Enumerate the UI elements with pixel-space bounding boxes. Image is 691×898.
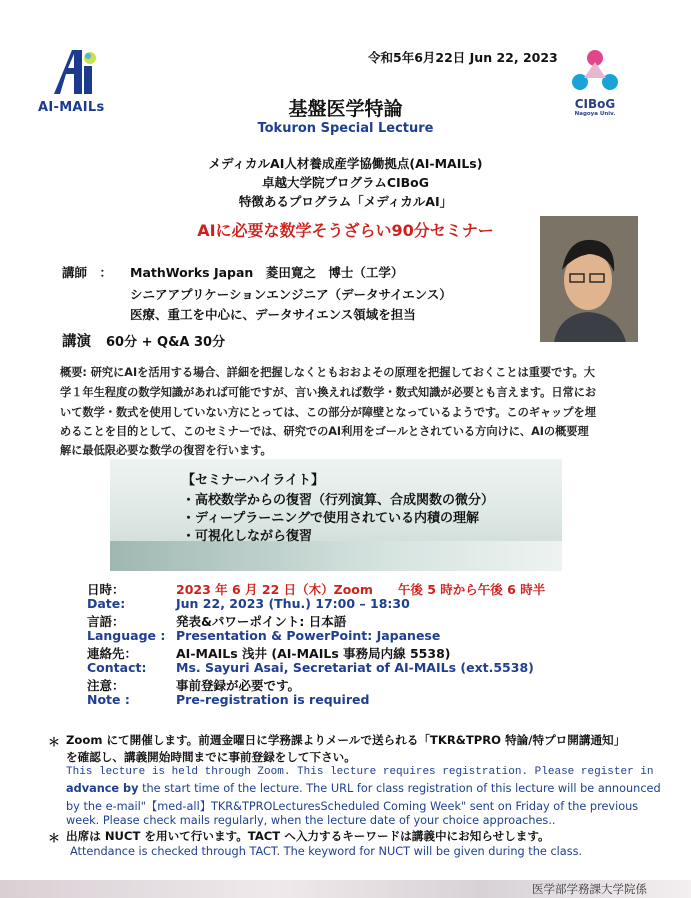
title-en: Tokuron Special Lecture xyxy=(257,121,434,136)
lecturer-photo xyxy=(540,216,638,342)
lecturer-label: 講師 ： xyxy=(62,265,113,280)
highlight-item-3: ・可視化しながら復習 xyxy=(182,529,313,544)
detail-value: 事前登録が必要です。 xyxy=(176,678,301,693)
detail-label: 日時： xyxy=(87,582,125,597)
detail-label: Language : xyxy=(87,628,166,643)
note-1-en-line-1: This lecture is held through Zoom. This lecture requires registration. Please register in xyxy=(66,766,654,778)
highlights-heading: 【セミナーハイライト】 xyxy=(182,473,324,488)
note-1-en-line-4: week. Please check mails regularly, when the lecture date of your choice approaches.. xyxy=(66,814,556,827)
lecturer-line-2: シニアアプリケーションエンジニア（データサイエンス） xyxy=(130,287,452,302)
cibog-logo-sub: Nagoya Univ. xyxy=(574,111,616,117)
note-1-jp-line-1: Zoom にて開催します。前週金曜日に学務課よりメールで送られる「TKR&TPRO 特論/特プロ開講通知」 xyxy=(66,733,626,747)
note-1-en-line-2-rest: the start time of the lecture. The URL for class registration of this lecture will be announced xyxy=(138,782,661,795)
detail-label: 連絡先： xyxy=(87,646,138,661)
note-1-en-line-3: by the e-mail"【med-all】TKR&TPROLecturesScheduled Coming Week" sent on Friday of the previous xyxy=(66,800,639,813)
highlights-box xyxy=(110,459,562,571)
detail-label: Contact: xyxy=(87,660,147,675)
note-1-jp-line-2: を確認し、講義開始時間までに事前登録をして下さい。 xyxy=(66,750,356,764)
date-line: 令和5年6月22日 Jun 22, 2023 xyxy=(368,50,558,65)
summary-line-5: 解に最低限必要な数学の復習を行います。 xyxy=(60,444,272,457)
seminar-title: AIに必要な数学そうざらい90分セミナー xyxy=(197,221,494,240)
cibog-logo-icon xyxy=(570,48,620,94)
note-1-en-advance: advance by xyxy=(66,782,139,795)
highlights-band xyxy=(110,541,562,571)
program-1: メディカルAI人材養成産学協働拠点(AI-MAILs) xyxy=(208,156,483,171)
note-1-bullet: ＊ xyxy=(48,735,61,749)
detail-label: Date: xyxy=(87,596,126,611)
detail-value: Jun 22, 2023 (Thu.) 17:00 – 18:30 xyxy=(176,596,410,611)
note-2-en: Attendance is checked through TACT. The keyword for NUCT will be given during the class. xyxy=(70,845,583,858)
duration-label: 講演 xyxy=(62,334,91,350)
detail-label: 注意： xyxy=(87,678,125,693)
detail-value: Presentation & PowerPoint: Japanese xyxy=(176,628,441,643)
program-3: 特徴あるプログラム「メディカルAI」 xyxy=(238,194,453,209)
note-2-jp: 出席は NUCT を用いて行います。TACT へ入力するキーワードは講義中にお知らせします。 xyxy=(66,829,550,843)
highlight-item-1: ・高校数学からの復習（行列演算、合成関数の微分） xyxy=(182,493,495,508)
program-2: 卓越大学院プログラムCIBoG xyxy=(261,175,430,190)
detail-label: Note : xyxy=(87,692,130,707)
detail-label: 言語： xyxy=(87,614,125,629)
ai-mails-logo-icon xyxy=(38,46,113,96)
cibog-logo-text: CIBoG xyxy=(574,97,616,111)
detail-value: Pre-registration is required xyxy=(176,692,370,707)
summary-line-4: めることを目的として、このセミナーでは、研究でのAI利用をゴールとされている方向けに、AIの概要理 xyxy=(60,425,589,438)
footer-office: 医学部学務課大学院係 xyxy=(532,882,647,896)
summary-line-3: いて数学・数式を使用していない方にとっては、この部分が障壁となっているようです。このギャップを埋 xyxy=(60,406,596,419)
lecturer-portrait-icon xyxy=(540,216,638,342)
highlight-item-2: ・ディープラーニングで使用されている内積の理解 xyxy=(182,511,480,526)
note-2-bullet: ＊ xyxy=(48,831,61,845)
detail-value: AI-MAILs 浅井 (AI-MAILs 事務局内線 5538) xyxy=(176,646,451,661)
ai-mails-logo-text: AI-MAILs xyxy=(38,100,105,115)
duration-value: 60分 + Q&A 30分 xyxy=(106,335,226,350)
detail-value: Ms. Sayuri Asai, Secretariat of AI-MAILs (ext.5538) xyxy=(176,660,534,675)
lecturer-line-1: MathWorks Japan 菱田寛之 博士（工学） xyxy=(130,265,404,280)
detail-value: 2023 年 6 月 22 日（木）Zoom 午後 5 時から午後 6 時半 xyxy=(176,582,546,597)
title-jp: 基盤医学特論 xyxy=(288,98,403,120)
detail-value: 発表&パワーポイント: 日本語 xyxy=(176,614,347,629)
note-1-en-line-2 xyxy=(66,782,661,795)
summary-line-1: 概要: 研究にAIを活用する場合、詳細を把握しなくともおおよその原理を把握しておくことは重要です。大 xyxy=(60,366,595,379)
lecturer-line-3: 医療、重工を中心に、データサイエンス領域を担当 xyxy=(130,307,416,322)
summary-line-2: 学１年生程度の数学知識があれば可能ですが、言い換えれば数学・数式知識が必要とも言えます。日常にお xyxy=(60,386,597,399)
